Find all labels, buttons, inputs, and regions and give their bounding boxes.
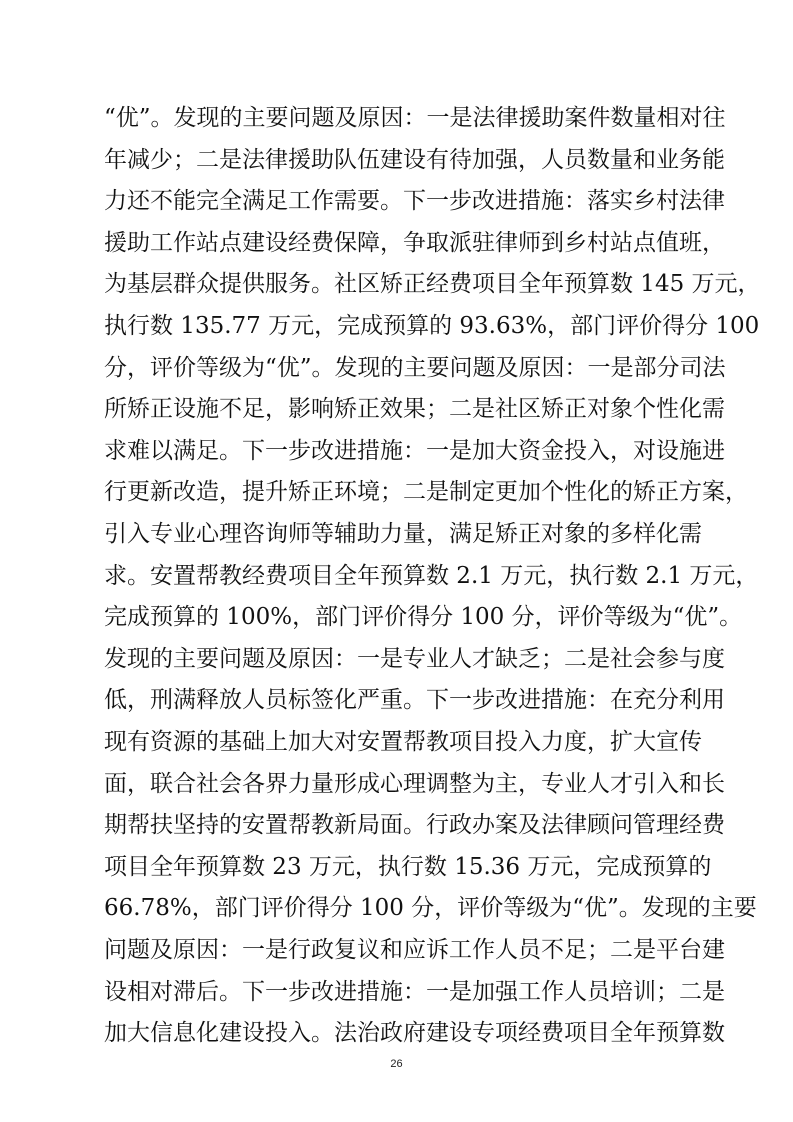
page-number: 26	[390, 1058, 403, 1070]
text-line: 求难以满足。下一步改进措施：一是加大资金投入，对设施进	[104, 437, 725, 464]
text-line: 期帮扶坚持的安置帮教新局面。行政办案及法律顾问管理经费	[104, 812, 725, 839]
text-line: 求。安置帮教经费项目全年预算数 2.1 万元，执行数 2.1 万元，	[104, 562, 759, 589]
text-line: 援助工作站点建设经费保障，争取派驻律师到乡村站点值班，	[104, 229, 725, 256]
text-line: 发现的主要问题及原因：一是专业人才缺乏；二是社会参与度	[104, 645, 725, 672]
text-line: 行更新改造，提升矫正环境；二是制定更加个性化的矫正方案，	[104, 479, 748, 506]
text-line: 执行数 135.77 万元，完成预算的 93.63%，部门评价得分 100	[104, 313, 760, 339]
text-line: 所矫正设施不足，影响矫正效果；二是社区矫正对象个性化需	[104, 396, 725, 423]
text-line: 低，刑满释放人员标签化严重。下一步改进措施：在充分利用	[104, 687, 725, 714]
text-line: “优”。发现的主要问题及原因：一是法律援助案件数量相对往	[104, 105, 726, 131]
text-line: 加大信息化建设投入。法治政府建设专项经费项目全年预算数	[104, 1020, 725, 1047]
text-line: 分，评价等级为“优”。发现的主要问题及原因：一是部分司法	[104, 354, 726, 381]
text-line: 现有资源的基础上加大对安置帮教项目投入力度，扩大宣传	[104, 729, 702, 755]
text-line: 项目全年预算数 23 万元，执行数 15.36 万元，完成预算的	[104, 853, 712, 880]
text-line: 66.78%，部门评价得分 100 分，评价等级为“优”。发现的主要	[104, 895, 757, 922]
text-line: 完成预算的 100%，部门评价得分 100 分，评价等级为“优”。	[104, 604, 743, 631]
text-line: 年减少；二是法律援助队伍建设有待加强，人员数量和业务能	[104, 146, 725, 173]
text-line: 为基层群众提供服务。社区矫正经费项目全年预算数 145 万元，	[104, 271, 761, 298]
text-line: 力还不能完全满足工作需要。下一步改进措施：落实乡村法律	[104, 188, 725, 215]
text-line: 设相对滞后。下一步改进措施：一是加强工作人员培训；二是	[104, 978, 725, 1005]
text-line: 引入专业心理咨询师等辅助力量，满足矫正对象的多样化需	[104, 521, 702, 547]
text-line: 面，联合社会各界力量形成心理调整为主，专业人才引入和长	[104, 770, 725, 797]
text-line: 问题及原因：一是行政复议和应诉工作人员不足；二是平台建	[104, 937, 725, 963]
